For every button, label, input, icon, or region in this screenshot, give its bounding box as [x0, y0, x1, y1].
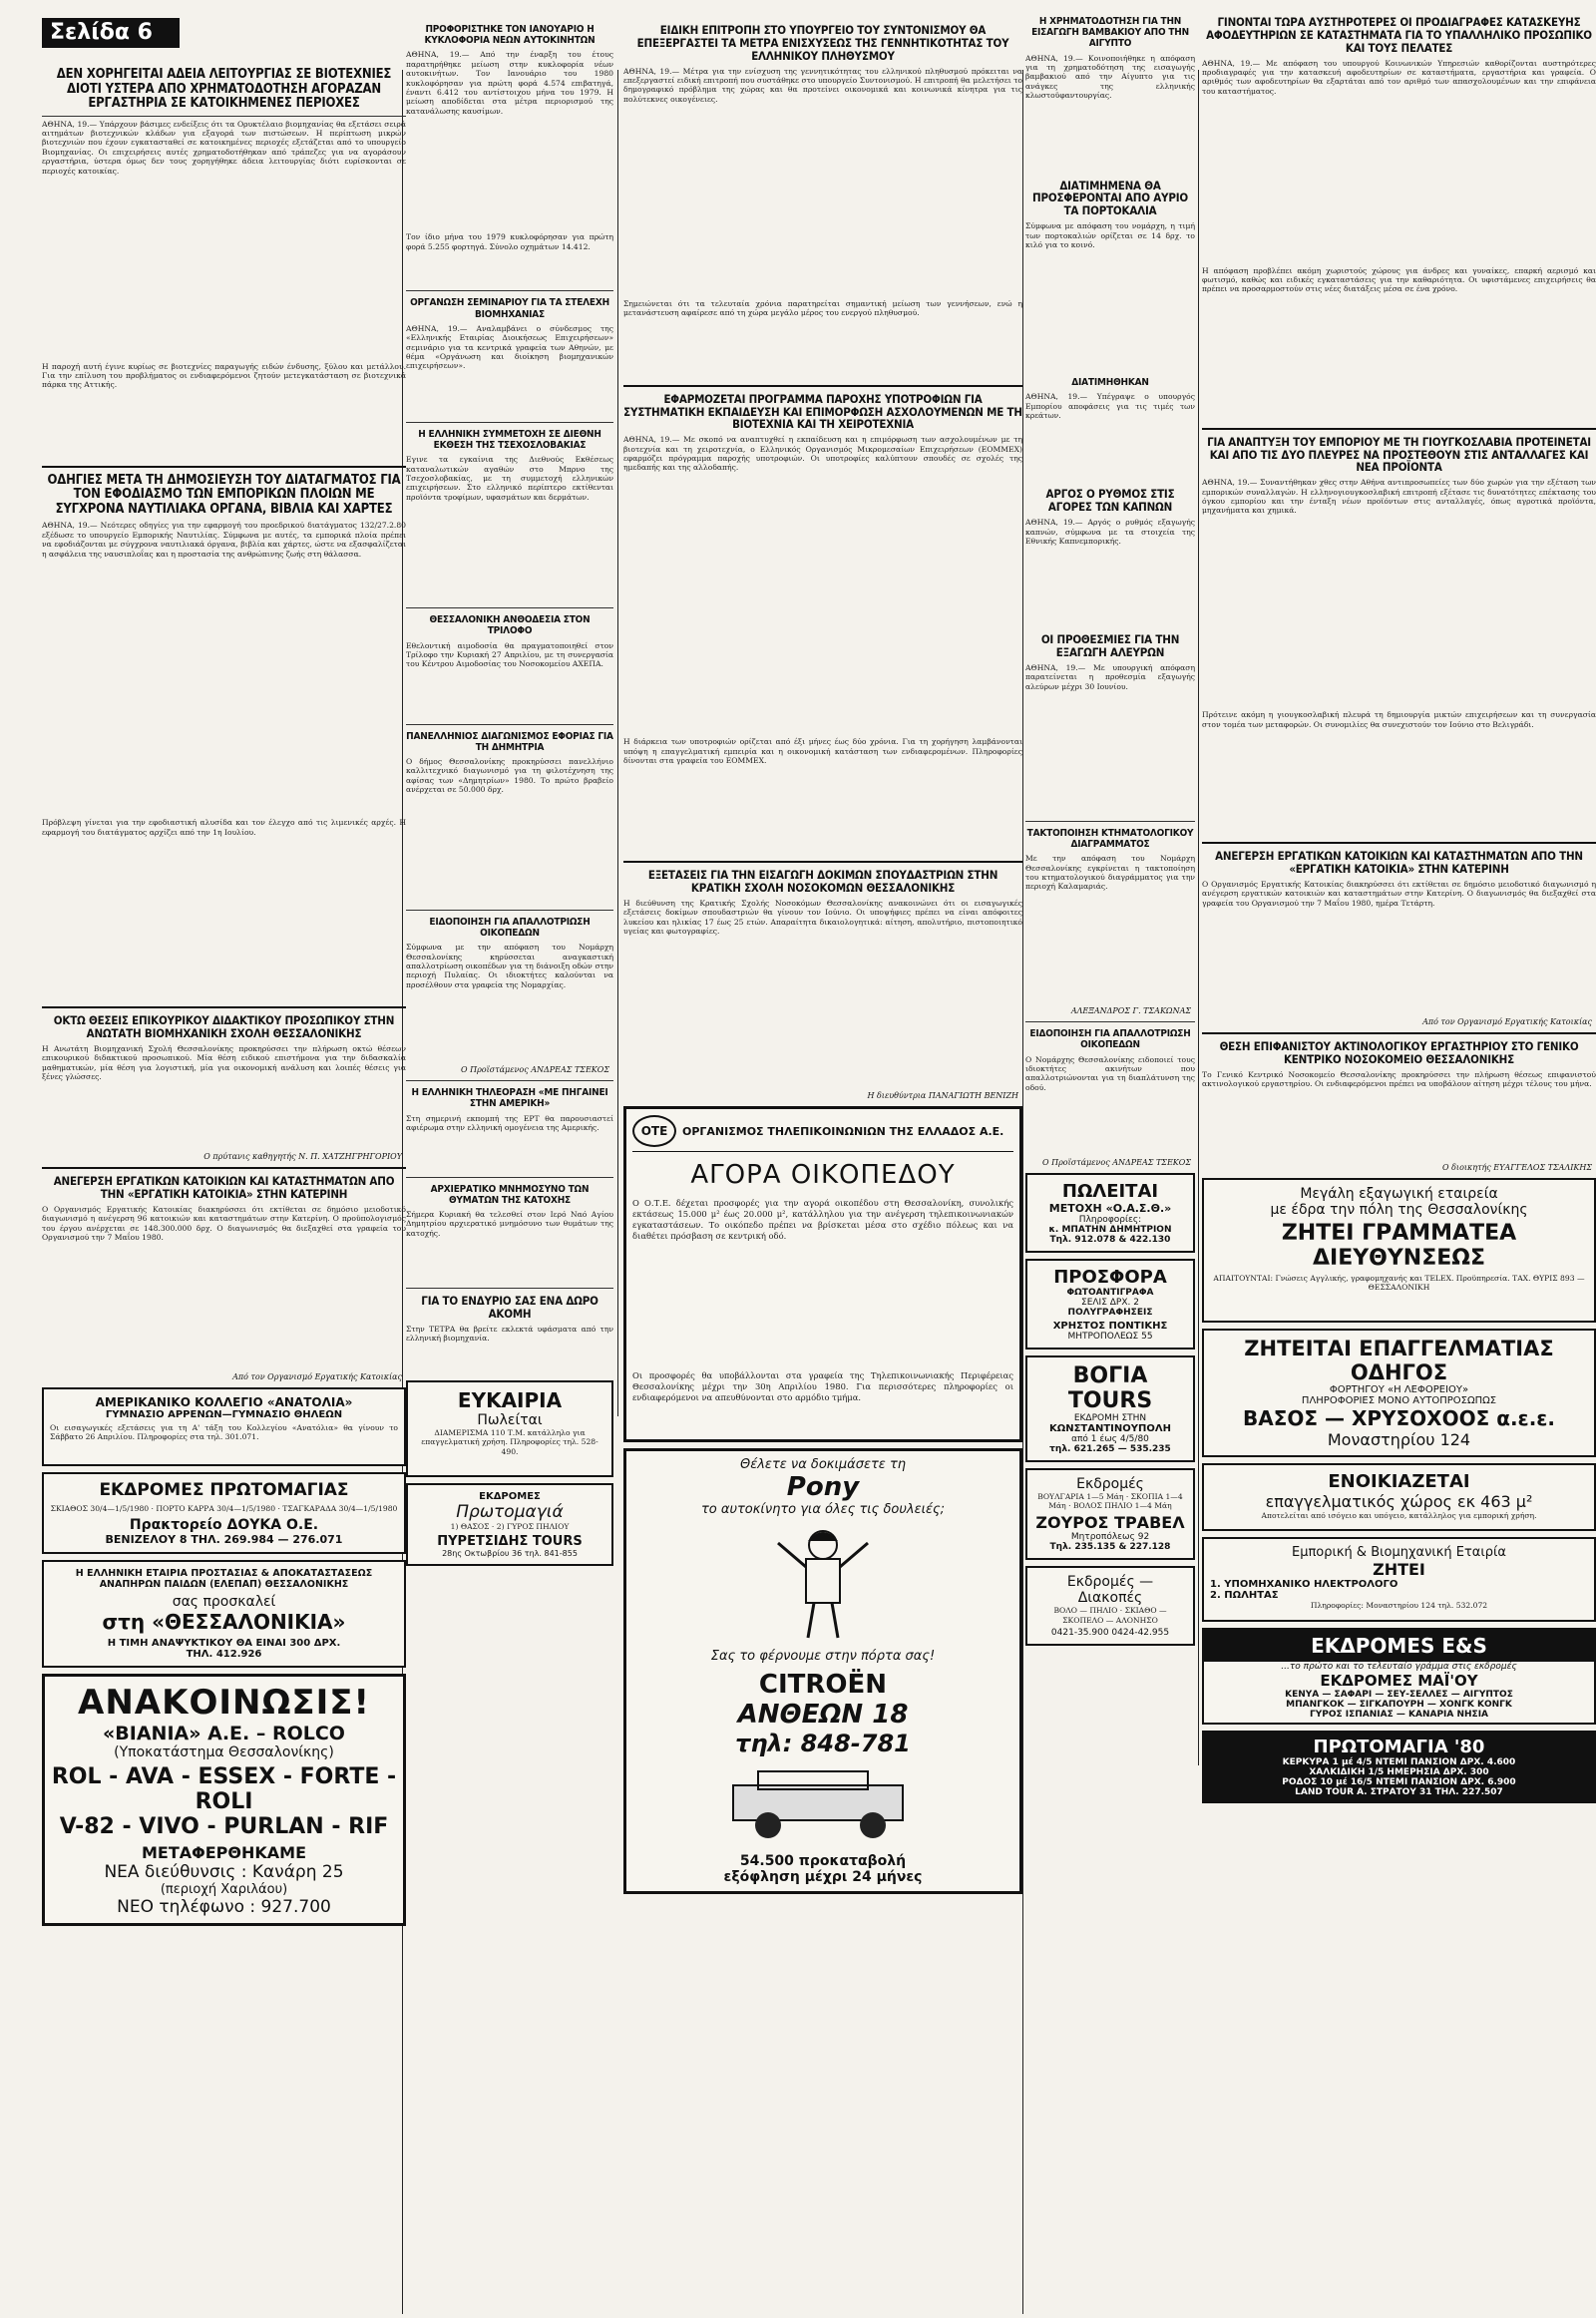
ad-title: ΑΜΕΡΙΚΑΝΙΚΟ ΚΟΛΛΕΓΙΟ «ΑΝΑΤΟΛΙΑ» — [95, 1394, 353, 1409]
ad-elepap — [42, 1560, 406, 1668]
ad-subtitle: (Υποκατάστημα Θεσσαλονίκης) — [114, 1744, 334, 1761]
page-number-label: Σελίδα 6 — [42, 18, 180, 48]
ad-address: ΒΕΝΙΖΕΛΟΥ 8 ΤΗΛ. 269.984 — 276.071 — [105, 1533, 343, 1547]
ad-holidays — [1025, 1566, 1195, 1646]
signature: Ο διοικητής ΕΥΑΓΓΕΛΟΣ ΤΣΑΛΙΚΗΣ — [1442, 1162, 1592, 1172]
signature: ΑΛΕΞΑΝΔΡΟΣ Γ. ΤΣΑΚΩΝΑΣ — [1070, 1006, 1191, 1016]
ad-land-tour — [1202, 1731, 1596, 1803]
article-text: ΑΘΗΝΑ, 19.— Υπάρχουν βάσιμες ενδείξεις ότι τα Ορυκτέλαιο βιομηχανίας θα εξετάσει σειρά αιτημάτων βιοτεχνικών κλάδων για εξαγορά των πιστώσεων. Η περίπτωση μικρών βιοτεχνιών που έχουν εγκατασταθεί σε κατοικημένες περιοχές εξετάζεται από το υπουργείο Βιομηχανίας. Οι επιχειρήσεις αυτές χρηματοδοτήθηκαν από τράπεζες για να αγοράσουν εργαστήρια, ύστερα όμως δεν τους χορηγήθηκε άδεια λειτουργίας διότι ευρίσκονται σε περιοχές κατοικίας. — [42, 119, 406, 176]
ad-position: 2. ΠΩΛΗΤΑΣ — [1210, 1590, 1279, 1602]
car-address: ΑΝΘΕΩΝ 18 — [737, 1700, 909, 1730]
article-text: ΑΘΗΝΑ, 19.— Νεότερες οδηγίες για την εφαρμογή του προεδρικού διατάγματος 132/27.2.80 εξέδωσε το υπουργείο Εμπορικής Ναυτιλίας. Σύμφωνα με αυτές, τα εμπορικά πλοία πρέπει να εφοδιάζονται με σύγχρονα ναυτιλιακά όργανα, βιβλία και χάρτες, ώστε να εξασφαλίζεται η ασφάλεια της ναυσιπλοΐας και η προστασία της ανθρώπινης ζωής στη θάλασσα. — [42, 521, 406, 559]
article-text: ΑΘΗΝΑ, 19.— Αργός ο ρυθμός εξαγωγής καπνών, σύμφωνα με τα στοιχεία της Εθνικής Καπνεμπορικής. — [1025, 518, 1195, 546]
headline: ΘΕΣΗ ΕΠΙΦΑΝΙΣΤΟΥ ΑΚΤΙΝΟΛΟΓΙΚΟΥ ΕΡΓΑΣΤΗΡΙΟΥ ΣΤΟ ΓΕΝΙΚΟ ΚΕΝΤΡΙΚΟ ΝΟΣΟΚΟΜΕΙΟ ΘΕΣΣΑΛΟΝΙΚΗΣ — [1219, 1039, 1579, 1066]
article-text: ΑΘΗΝΑ, 19.— Υπέγραψε ο υπουργός Εμπορίου αποφάσεις για τις τιμές των κρεάτων. — [1025, 392, 1195, 421]
signature: Από τον Οργανισμό Εργατικής Κατοικίας — [1422, 1017, 1592, 1026]
ad-title: ΕΥΚΑΙΡΙΑ — [457, 1387, 563, 1412]
ad-citroen — [623, 1448, 1022, 1894]
ad-engineer — [1202, 1537, 1596, 1621]
headline: ΕΞΕΤΑΣΕΙΣ ΓΙΑ ΤΗΝ ΕΙΣΑΓΩΓΗ ΔΟΚΙΜΩΝ ΣΠΟΥΔΑΣΤΡΙΩΝ ΣΤΗΝ ΚΡΑΤΙΚΗ ΣΧΟΛΗ ΝΟΣΟΚΟΜΩΝ ΘΕΣΣΑΛΟΝΙΚΗΣ — [647, 868, 998, 896]
ad-address: ΝΕΑ διεύθυνσις : Κανάρη 25 — [104, 1862, 344, 1883]
ad-phone: Τηλ. 912.078 & 422.130 — [1049, 1234, 1171, 1245]
ad-headline: ΖΗΤΕΙΤΑΙ ΕΠΑΓΓΕΛΜΑΤΙΑΣ ΟΔΗΓΟΣ — [1244, 1336, 1554, 1384]
headline: ΟΔΗΓΙΕΣ ΜΕΤΑ ΤΗ ΔΗΜΟΣΙΕΥΣΗ ΤΟΥ ΔΙΑΤΑΓΜΑΤΟΣ ΓΙΑ ΤΟΝ ΕΦΟΔΙΑΣΜΟ ΤΩΝ ΕΜΠΟΡΙΚΩΝ ΠΛΟΙΩΝ ΜΕ ΣΥΓΧΡΟΝΑ ΝΑΥΤΙΛΙΑΚΑ ΟΡΓΑΝΑ, ΒΙΒΛΙΑ ΚΑΙ ΧΑΡΤΕΣ — [47, 472, 401, 517]
article-text: ΑΘΗΝΑ, 19.— Με υπουργική απόφαση παρατείνεται η προθεσμία εξαγωγής αλεύρων μέχρι 30 Ιουνίου. — [1025, 662, 1195, 691]
article-text: ΑΘΗΝΑ, 19.— Κοινοποιήθηκε η απόφαση για τη χρηματοδότηση της εισαγωγής βαμβακιού από την Αίγυπτο για τις ανάγκες της ελληνικής κλωστοϋφαντουργίας. — [1025, 53, 1195, 101]
headline: ΕΙΔΟΠΟΙΗΣΗ ΓΙΑ ΑΠΑΛΛΟΤΡΙΩΣΗ ΟΙΚΟΠΕΔΩΝ — [429, 916, 591, 940]
ad-photocopies — [1025, 1259, 1195, 1350]
ad-douka-trips — [42, 1472, 406, 1554]
ad-name: κ. ΜΠΑΤΗΝ ΔΗΜΗΤΡΙΟΝ — [1048, 1224, 1172, 1235]
ad-share-sale — [1025, 1173, 1195, 1253]
column-rule — [1198, 70, 1199, 1765]
ad-title: Εκδρομές — [1076, 1475, 1144, 1492]
ad-info: Πληροφορίες: — [1078, 1214, 1142, 1225]
signature: Ο πρύτανις καθηγητής Ν. Π. ΧΑΤΖΗΓΡΗΓΟΡΙΟΥ — [203, 1152, 402, 1162]
ad-phone: ΤΗΛ. 412.926 — [186, 1649, 262, 1661]
ad-logo: ΕΚΔΡΟΜΕS E&S — [1204, 1630, 1594, 1662]
ad-line: ΚΕΡΚΥΡΑ 1 μέ 4/5 ΝΤΕΜΙ ΠΑΝΣΙΟΝ ΔΡΧ. 4.600 — [1282, 1756, 1516, 1767]
signature: Ο Προϊστάμενος ΑΝΔΡΕΑΣ ΤΣΕΚΟΣ — [461, 1065, 609, 1075]
headline: Η ΧΡΗΜΑΤΟΔΟΤΗΣΗ ΓΙΑ ΤΗΝ ΕΙΣΑΓΩΓΗ ΒΑΜΒΑΚΙΟΥ ΑΠΟ ΤΗΝ ΑΙΓΥΠΤΟ — [1031, 16, 1189, 50]
article-text: Το Γενικό Κεντρικό Νοσοκομείο Θεσσαλονίκης προκηρύσσει την πλήρωση θέσεως επιφανιστού ακτινολογικού εργαστηρίου. Οι ενδιαφερόμενοι πρέπει να υποβάλουν αίτηση μέχρι τέλους του μήνα. — [1202, 1069, 1596, 1089]
ad-phone: τηλ. 621.265 — 535.235 — [1049, 1443, 1171, 1454]
article-text: Πρότεινε ακόμη η γιουγκοσλαβική πλευρά τη δημιουργία μικτών επιχειρήσεων και τη συνεργασία στον τομέα των μεταφορών. Οι συνομιλίες θα συνεχιστούν τον Ιούνιο στο Βελιγράδι. — [1202, 710, 1596, 729]
car-brand: CITROËN — [758, 1670, 888, 1700]
ote-logo: ΟΤΕ — [632, 1115, 676, 1147]
ad-text: Οι εισαγωγικές εξετάσεις για τη Α' τάξη του Κολλεγίου «Ανατόλια» θα γίνουν το Σάββατο 26 Απριλίου. Πληροφορίες στα τηλ. 301.071. — [50, 1422, 398, 1442]
ad-line: ΓΥΡΟΣ ΙΣΠΑΝΙΑΣ — ΚΑΝΑΡΙΑ ΝΗΣΙΑ — [1309, 1709, 1489, 1720]
signature: Ο Προϊστάμενος ΑΝΔΡΕΑΣ ΤΣΕΚΟΣ — [1042, 1157, 1191, 1167]
ad-text: ΑΠΑΙΤΟΥΝΤΑΙ: Γνώσεις Αγγλικής, γραφομηχανής και TELEX. Προϋπηρεσία. ΤΑΧ. ΘΥΡΙΣ 893 — ΘΕΣΣΑΛΟΝΙΚΗ — [1213, 1273, 1587, 1293]
ad-headline: ΠΡΩΤΟΜΑΓΙΑ '80 — [1313, 1736, 1485, 1757]
ad-brands: V-82 - VIVO - PURLAN - RIF — [59, 1814, 389, 1840]
ad-lines: ΒΟΥΛΓΑΡΙΑ 1—5 Μάη · ΣΚΟΠΙΑ 1—4 Μάη · ΒΟΛΟΣ ΠΗΛΙΟ 1—4 Μάη — [1037, 1491, 1186, 1511]
ad-vianiarolco — [42, 1674, 406, 1926]
ad-company: «ΒΙΑΝΙΑ» Α.Ε. – ROLCO — [103, 1723, 345, 1745]
ad-title: ΕΚΔΡΟΜΕΣ — [479, 1490, 541, 1502]
headline: ΓΙΑ ΑΝΑΠΤΥΞΗ ΤΟΥ ΕΜΠΟΡΙΟΥ ΜΕ ΤΗ ΓΙΟΥΓΚΟΣΛΑΒΙΑ ΠΡΟΤΕΙΝΕΤΑΙ ΚΑΙ ΑΠΟ ΤΙΣ ΔΥΟ ΠΛΕΥΡΕΣ ΝΑ ΠΡΟΣΤΕΘΟΥΝ ΣΤΙΣ ΑΝΤΑΛΛΑΓΕΣ ΚΑΙ ΝΕΑ ΠΡΟΪΟΝΤΑ — [1207, 434, 1591, 475]
ad-headline: ΕΚΔΡΟΜΕΣ ΜΑΪ'ΟΥ — [1320, 1671, 1478, 1690]
ad-vogia-tours — [1025, 1355, 1195, 1462]
ad-dates: από 1 έως 4/5/80 — [1071, 1433, 1149, 1444]
ad-text: ΔΙΑΜΕΡΙΣΜΑ 110 Τ.Μ. κατάλληλο για επαγγελματική χρήση. Πληροφορίες τηλ. 528-490. — [421, 1427, 598, 1456]
ad-subtitle: ΜΕΤΟΧΗ «Ο.Α.Σ.Θ.» — [1048, 1201, 1172, 1215]
headline: ΔΙΑΤΙΜΗΘΗΚΑΝ — [1071, 377, 1149, 389]
article-text: Ο Νομάρχης Θεσσαλονίκης ειδοποιεί τους ιδιοκτήτες ακινήτων που απαλλοτριώνονται για τη διαπλάτυνση της οδού. — [1025, 1054, 1195, 1092]
ad-lines: 1) ΘΑΣΟΣ · 2) ΓΥΡΟΣ ΠΗΛΙΟΥ — [450, 1521, 570, 1531]
headline: Η ΕΛΛΗΝΙΚΗ ΣΥΜΜΕΤΟΧΗ ΣΕ ΔΙΕΘΝΗ ΕΚΘΕΣΗ ΤΗΣ ΤΣΕΧΟΣΛΟΒΑΚΙΑΣ — [418, 428, 601, 451]
article-text: Τον ίδιο μήνα του 1979 κυκλοφόρησαν για πρώτη φορά 5.255 φορτηγά. Σύνολο οχημάτων 14.412. — [406, 232, 613, 251]
headline: ΑΡΧΙΕΡΑΤΙΚΟ ΜΝΗΜΟΣΥΝΟ ΤΩΝ ΘΥΜΑΤΩΝ ΤΗΣ ΚΑΤΟΧΗΣ — [430, 1183, 590, 1206]
signature: Από τον Οργανισμό Εργατικής Κατοικίας — [232, 1371, 402, 1381]
ad-title: ΕΝΟΙΚΙΑΖΕΤΑΙ — [1328, 1470, 1470, 1492]
headline: ΑΝΕΓΕΡΣΗ ΕΡΓΑΤΙΚΩΝ ΚΑΤΟΙΚΙΩΝ ΚΑΙ ΚΑΤΑΣΤΗΜΑΤΩΝ ΑΠΟ ΤΗΝ «ΕΡΓΑΤΙΚΗ ΚΑΤΟΙΚΙΑ» ΣΤΗΝ ΚΑΤΕΡΙΝΗ — [1215, 849, 1583, 877]
ad-line: Μεγάλη εξαγωγική εταιρεία — [1300, 1185, 1498, 1202]
column-3 — [623, 18, 1022, 1900]
ad-headline: ΖΗΤΕΙ — [1373, 1560, 1425, 1580]
headline: ΔΕΝ ΧΟΡΗΓΕΙΤΑΙ ΑΔΕΙΑ ΛΕΙΤΟΥΡΓΙΑΣ ΣΕ ΒΙΟΤΕΧΝΙΕΣ ΔΙΟΤΙ ΥΣΤΕΡΑ ΑΠΟ ΧΡΗΜΑΤΟΔΟΤΗΣΗ ΑΓΟΡΑΖΑΝ ΕΡΓΑΣΤΗΡΙΑ ΣΕ ΚΑΤΟΙΚΗΜΕΝΕΣ ΠΕΡΙΟΧΕΣ — [56, 67, 392, 112]
ad-line: LAND TOUR Α. ΣΤΡΑΤΟΥ 31 ΤΗΛ. 227.507 — [1295, 1786, 1503, 1797]
ad-subtitle: ΓΥΜΝΑΣΙΟ ΑΡΡΕΝΩΝ—ΓΥΜΝΑΣΙΟ ΘΗΛΕΩΝ — [105, 1408, 343, 1420]
ad-lines: ΣΚΙΑΘΟΣ 30/4—1/5/1980 · ΠΟΡΤΟ ΚΑΡΡΑ 30/4—1/5/1980 · ΤΣΑΓΚΑΡΑΔΑ 30/4—1/5/1980 — [50, 1503, 398, 1513]
ad-es-trips — [1202, 1628, 1596, 1725]
article-text: Σύμφωνα με την απόφαση του Νομάρχη Θεσσαλονίκης κηρύσσεται αναγκαστική απαλλοτρίωση οικοπέδων για τη διάνοιξη οδών στην περιοχή Πυλαίας. Οι ιδιοκτήτες καλούνται να προσέλθουν στα γραφεία της Νομαρχίας. — [406, 943, 613, 989]
ad-title: ΑΝΑΚΟΙΝΩΣΙΣ! — [78, 1683, 370, 1724]
ad-headline: Πρωτομαγιά — [456, 1501, 564, 1522]
ad-phone: 0421-35.900 0424-42.955 — [1050, 1628, 1170, 1639]
ad-position: 1. ΥΠΟΜΗΧΑΝΙΚΟ ΗΛΕΚΤΡΟΛΟΓΟ — [1210, 1579, 1398, 1591]
column-rule — [1022, 70, 1023, 2314]
car-price: 54.500 προκαταβολή — [739, 1853, 907, 1869]
article-text: Εθελοντική αιμοδοσία θα πραγματοποιηθεί στον Τρίλοφο την Κυριακή 27 Απριλίου, με τη συνεργασία του Κέντρου Αιμοδοσίας του Νοσοκομείου ΑΧΕΠΑ. — [406, 640, 613, 669]
car-model: Pony — [786, 1472, 860, 1502]
ad-moved: ΜΕΤΑΦΕΡΘΗΚΑΜΕ — [141, 1843, 307, 1863]
article-text: ΑΘΗΝΑ, 19.— Από την έναρξη του έτους παρατηρήθηκε μείωση στην κυκλοφορία νέων αυτοκινήτων. Τον Ιανουάριο του 1980 κυκλοφόρησαν για πρώτη φορά 4.574 επιβατηγά, έναντι 6.412 του αντίστοιχου μήνα του 1979. Η μείωση αποδίδεται στα μέτρα περιορισμού της κατανάλωσης καυσίμων. — [406, 50, 613, 116]
article-text: Ο δήμος Θεσσαλονίκης προκηρύσσει πανελλήνιο καλλιτεχνικό διαγωνισμό για τη φιλοτέχνηση της αφίσας των «Δημητρίων» 1980. Το πρώτο βραβείο ανέρχεται σε 50.000 δρχ. — [406, 756, 613, 795]
article-text: Σύμφωνα με απόφαση του νομάρχη, η τιμή των πορτοκαλιών ορίζεται σε 14 δρχ. το κιλό για το κοινό. — [1025, 221, 1195, 249]
car-image — [632, 1765, 1013, 1845]
ad-headline: ΖΗΤΕΙ ΓΡΑΜΜΑΤΕΑ ΔΙΕΥΘΥΝΣΕΩΣ — [1281, 1220, 1517, 1271]
ad-tagline: ...το πρώτο και το τελευταίο γράμμα στις εκδρομές — [1281, 1661, 1517, 1672]
ad-address: Μοναστηρίου 124 — [1327, 1429, 1471, 1449]
article-text: Η παροχή αυτή έγινε κυρίως σε βιοτεχνίες παραγωγής ειδών ένδυσης, ξύλου και μετάλλου. Για την επίλυση του προβλήματος οι ενδιαφερόμενοι ζητούν μετεγκατάσταση σε βιοτεχνικά πάρκα της Αττικής. — [42, 361, 406, 390]
headline: ΕΙΔΙΚΗ ΕΠΙΤΡΟΠΗ ΣΤΟ ΥΠΟΥΡΓΕΙΟ ΤΟΥ ΣΥΝΤΟΝΙΣΜΟΥ ΘΑ ΕΠΕΞΕΡΓΑΣΤΕΙ ΤΑ ΜΕΤΡΑ ΕΝΙΣΧΥΣΕΩΣ ΤΗΣ ΓΕΝΝΗΤΙΚΟΤΗΤΑΣ ΤΟΥ ΕΛΛΗΝΙΚΟΥ ΠΛΗΘΥΣΜΟΥ — [636, 23, 1009, 63]
article-text: ΑΘΗΝΑ, 19.— Συναντήθηκαν χθες στην Αθήνα αντιπροσωπείες των δύο χωρών για την εξέταση των εμπορικών συναλλαγών. Η ελληνογιουγκοσλαβική επιτροπή εξέτασε τις δυνατότητες επέκτασης του όγκου εμπορίου και την ένταξη νέων προϊόντων στις ανταλλαγές, όπως αγροτικά προϊόντα, μηχανήματα και χημικά. — [1202, 478, 1596, 516]
headline: ΓΙΝΟΝΤΑΙ ΤΩΡΑ ΑΥΣΤΗΡΟΤΕΡΕΣ ΟΙ ΠΡΟΔΙΑΓΡΑΦΕΣ ΚΑΤΑΣΚΕΥΗΣ ΑΦΟΔΕΥΤΗΡΙΩΝ ΣΕ ΚΑΤΑΣΤΗΜΑΤΑ ΓΙΑ ΤΟ ΥΠΑΛΛΗΛΙΚΟ ΠΡΟΣΩΠΙΚΟ ΚΑΙ ΤΟΥΣ ΠΕΛΑΤΕΣ — [1206, 15, 1592, 55]
ad-apartment — [406, 1380, 613, 1477]
article-text: Στην ΤΕΤΡΑ θα βρείτε εκλεκτά υφάσματα από την ελληνική βιομηχανία. — [406, 1324, 613, 1344]
car-figure — [632, 1523, 1013, 1643]
ad-subtitle: σας προσκαλεί — [172, 1594, 276, 1611]
article-text: Ο Οργανισμός Εργατικής Κατοικίας διακηρύσσει ότι εκτίθεται σε δημόσιο μειοδοτικό διαγωνισμό η ανέγερση 96 κατοικιών και καταστημάτων στην Κατερίνη. Ο προϋπολογισμός του έργου ανέρχεται σε 148.300.000 δρχ. Ο διαγωνισμός θα διεξαχθεί στα γραφεία του Οργανισμού την 7 Μαΐου 1980. — [42, 1204, 406, 1242]
ad-title: ΠΩΛΕΙΤΑΙ — [1061, 1180, 1159, 1202]
car-icon — [713, 1765, 933, 1845]
ad-phone: ΝΕΟ τηλέφωνο : 927.700 — [117, 1897, 331, 1918]
ad-phone: Τηλ. 235.135 & 227.128 — [1049, 1542, 1171, 1553]
ad-title: ΒΟΓΙΑ TOURS — [1067, 1362, 1153, 1413]
ad-text: Αποτελείται από ισόγειο και υπόγειο, κατάλληλος για εμπορική χρήση. — [1261, 1510, 1537, 1520]
ad-anatolia — [42, 1387, 406, 1466]
ad-line: ΧΑΛΚΙΔΙΚΗ 1/5 ΗΜΕΡΗΣΙΑ ΔΡΧ. 300 — [1309, 1766, 1489, 1777]
ad-line: ΣΕΛΙΣ ΔΡΧ. 2 — [1081, 1297, 1139, 1308]
column-5 — [1202, 10, 1596, 1809]
ote-text: Ο Ο.Τ.Ε. δέχεται προσφορές για την αγορά οικοπέδου στη Θεσσαλονίκη, συνολικής εκτάσεως 15.000 μ² έως 20.000 μ², κατάλληλου για την ανέγερση τηλεπικοινωνιακών εγκαταστάσεων. Το οικόπεδο πρέπει να βρίσκεται μέσα στο σχέδιο πόλεως και να διαθέτει πρόσβαση σε κεντρική οδό. — [632, 1198, 1013, 1241]
article-text: ΑΘΗΝΑ, 19.— Με απόφαση του υπουργού Κοινωνικών Υπηρεσιών καθορίζονται αυστηρότερες προδιαγραφές για την κατασκευή αφοδευτηρίων σε καταστήματα, εργαστήρια και γραφεία. Ο αριθμός των αφοδευτηρίων θα εξαρτάται από τον αριθμό των απασχολουμένων και την επιφάνεια του καταστήματος. — [1202, 58, 1596, 96]
ad-ote — [623, 1106, 1022, 1442]
headline: ΑΝΕΓΕΡΣΗ ΕΡΓΑΤΙΚΩΝ ΚΑΤΟΙΚΙΩΝ ΚΑΙ ΚΑΤΑΣΤΗΜΑΤΩΝ ΑΠΟ ΤΗΝ «ΕΡΓΑΤΙΚΗ ΚΑΤΟΙΚΙΑ» ΣΤΗΝ ΚΑΤΕΡΙΝΗ — [53, 1174, 395, 1201]
headline: ΘΕΣΣΑΛΟΝΙΚΗ ΑΝΘΟΔΕΣΙΑ ΣΤΟΝ ΤΡΙΛΟΦΟ — [429, 614, 591, 637]
figure-illustration — [748, 1523, 898, 1643]
article-text: Η απόφαση προβλέπει ακόμη χωριστούς χώρους για άνδρες και γυναίκες, επαρκή αερισμό και φωτισμό, καθώς και ειδικές εγκαταστάσεις για την καθαριότητα. Οι υφιστάμενες επιχειρήσεις θα πρέπει να προσαρμοστούν στις νέες διατάξεις μέσα σε ένα χρόνο. — [1202, 265, 1596, 294]
car-tagline: το αυτοκίνητο για όλες τις δουλειές; — [700, 1502, 946, 1517]
ad-line: ΦΟΡΤΗΓΟΥ «Η ΛΕΦΟΡΕΙΟΥ» — [1329, 1383, 1469, 1395]
ad-line: Εμπορική & Βιομηχανική Εταιρία — [1291, 1545, 1506, 1561]
ad-title: Η ΕΛΛΗΝΙΚΗ ΕΤΑΙΡΙΑ ΠΡΟΣΤΑΣΙΑΣ & ΑΠΟΚΑΤΑΣΤΑΣΕΩΣ ΑΝΑΠΗΡΩΝ ΠΑΙΔΩΝ (ΕΛΕΠΑΠ) ΘΕΣΣΑΛΟΝΙΚΗΣ — [75, 1568, 373, 1591]
column-4 — [1025, 10, 1195, 1652]
car-terms: εξόφληση μέχρι 24 μήνες — [723, 1869, 923, 1885]
article-text: Πρόβλεψη γίνεται για την εφοδιαστική αλυσίδα και τον έλεγχο από τις λιμενικές αρχές. Η εφαρμογή του διατάγματος αρχίζει από την 1η Ιουλίου. — [42, 818, 406, 837]
car-tagline: Σας το φέρνουμε στην πόρτα σας! — [710, 1649, 936, 1664]
car-tagline: Θέλετε να δοκιμάσετε τη — [739, 1457, 907, 1472]
ote-name: ΟΡΓΑΝΙΣΜΟΣ ΤΗΛΕΠΙΚΟΙΝΩΝΙΩΝ ΤΗΣ ΕΛΛΑΔΟΣ Α.Ε. — [682, 1124, 1004, 1138]
ad-destination: ΚΩΝΣΤΑΝΤΙΝΟΥΠΟΛΗ — [1048, 1422, 1171, 1434]
ad-line: ΚΕΝΥΑ — ΣΑΦΑΡΙ — ΣΕΥ-ΣΕΛΛΕΣ — ΑΙΓΥΠΤΟΣ — [1285, 1689, 1513, 1700]
ad-agency: Πρακτορείο ΔΟΥΚΑ Ο.Ε. — [129, 1517, 319, 1534]
ad-address: ΜΗΤΡΟΠΟΛΕΩΣ 55 — [1067, 1331, 1153, 1342]
headline: ΕΙΔΟΠΟΙΗΣΗ ΓΙΑ ΑΠΑΛΛΟΤΡΙΩΣΗ ΟΙΚΟΠΕΔΩΝ — [1029, 1028, 1191, 1051]
column-rule — [617, 70, 618, 1416]
article-text: ΑΘΗΝΑ, 19.— Με σκοπό να αναπτυχθεί η εκπαίδευση και η επιμόρφωση των ασχολουμένων με τη βιοτεχνία και τη χειροτεχνία, ο Ελληνικός Οργανισμός Μικρομεσαίων Επιχειρήσεων (ΕΟΜΜΕΧ) εφαρμόζει πρόγραμμα παροχής υποτροφιών. Οι υποτροφίες καλύπτουν σπουδές σε σχολές της ημεδαπής και της αλλοδαπής. — [623, 435, 1022, 473]
headline: ΑΡΓΟΣ Ο ΡΥΘΜΟΣ ΣΤΙΣ ΑΓΟΡΕΣ ΤΩΝ ΚΑΠΝΩΝ — [1045, 487, 1175, 515]
headline: ΟΙ ΠΡΟΘΕΣΜΙΕΣ ΓΙΑ ΤΗΝ ΕΞΑΓΩΓΗ ΑΛΕΥΡΩΝ — [1040, 632, 1180, 659]
ad-secretary — [1202, 1178, 1596, 1323]
ad-price: Η ΤΙΜΗ ΑΝΑΨΥΚΤΙΚΟΥ ΘΑ ΕΙΝΑΙ 300 ΔΡΧ. — [107, 1638, 341, 1650]
headline: ΓΙΑ ΤΟ ΕΝΔΥΡΙΟ ΣΑΣ ΕΝΑ ΔΩΡΟ ΑΚΟΜΗ — [421, 1294, 598, 1321]
article-text: Σήμερα Κυριακή θα τελεσθεί στον Ιερό Ναό Αγίου Δημητρίου αρχιερατικό μνημόσυνο των θυμάτων της κατοχής. — [406, 1210, 613, 1238]
signature: Η διευθύντρια ΠΑΝΑΓΙΩΤΗ ΒΕΝΙΖΗ — [867, 1091, 1018, 1100]
article-text: Εγινε τα εγκαίνια της Διεθνούς Εκθέσεως καταναλωτικών αγαθών στο Μπρνο της Τσεχοσλοβακίας, με τη συμμετοχή ελληνικών επιχειρήσεων. Στο ελληνικό περίπτερο εκτίθενται προϊόντα τροφίμων, υφασμάτων και δερμάτων. — [406, 455, 613, 502]
headline: ΔΙΑΤΙΜΗΜΕΝΑ ΘΑ ΠΡΟΣΦΕΡΟΝΤΑΙ ΑΠΟ ΑΥΡΙΟ ΤΑ ΠΟΡΤΟΚΑΛΙΑ — [1032, 178, 1188, 218]
headline: Η ΕΛΛΗΝΙΚΗ ΤΗΛΕΟΡΑΣΗ «ΜΕ ΠΗΓΑΙΝΕΙ ΣΤΗΝ ΑΜΕΡΙΚΗ» — [411, 1087, 608, 1110]
article-text: ΑΘΗΝΑ, 19.— Αναλαμβάνει ο σύνδεσμος της «Ελληνικής Εταιρίας Διοικήσεως Επιχειρήσεων» σεμινάριο για τα κεντρικά γραφεία των Αθηνών, με θέμα «Οργάνωση και διοίκηση βιομηχανικών επιχειρήσεων». — [406, 323, 613, 371]
ad-address: Μητροπόλεως 92 — [1070, 1532, 1150, 1543]
ad-agency: ΖΟΥΡΟΣ ΤΡΑΒΕΛ — [1035, 1513, 1185, 1533]
ad-address: 28ης Οκτωβρίου 36 τηλ. 841-855 — [442, 1549, 578, 1559]
article-text: Με την απόφαση του Νομάρχη Θεσσαλονίκης εγκρίνεται η τακτοποίηση του κτηματολογικού διαγράμματος για την περιοχή Καλαμαριάς. — [1025, 854, 1195, 892]
ote-title: ΑΓΟΡΑ ΟΙΚΟΠΕΔΟΥ — [690, 1160, 956, 1190]
headline: ΟΡΓΑΝΩΣΗ ΣΕΜΙΝΑΡΙΟΥ ΓΙΑ ΤΑ ΣΤΕΛΕΧΗ ΒΙΟΜΗΧΑΝΙΑΣ — [410, 297, 609, 320]
ad-name: ΧΡΗΣΤΟΣ ΠΟΝΤΙΚΗΣ — [1052, 1320, 1168, 1332]
headline: ΠΡΟΦΟΡΙΣΤΗΚΕ ΤΟΝ ΙΑΝΟΥΑΡΙΟ Η ΚΥΚΛΟΦΟΡΙΑ ΝΕΩΝ ΑΥΤΟΚΙΝΗΤΩΝ — [424, 24, 596, 47]
ad-area: (περιοχή Χαριλάου) — [160, 1882, 288, 1898]
car-phone: τηλ: 848-781 — [735, 1730, 911, 1757]
column-1 — [42, 62, 406, 1932]
ad-subtitle: ΕΚΔΡΟΜΗ ΣΤΗΝ — [1073, 1412, 1147, 1423]
article-text: Ο Οργανισμός Εργατικής Κατοικίας διακηρύσσει ότι εκτίθεται σε δημόσιο μειοδοτικό διαγωνισμό η ανέγερση εργατικών κατοικιών και καταστημάτων στην Κατερίνη. Ο διαγωνισμός θα διεξαχθεί στα γραφεία του Οργανισμού την 7 Μαΐου 1980, ημέρα Τετάρτη. — [1202, 880, 1596, 908]
article-text: Η διάρκεια των υποτροφιών ορίζεται από έξι μήνες έως δύο χρόνια. Για τη χορήγηση λαμβάνονται υπόψη η επαγγελματική εμπειρία και η οικονομική κατάσταση των ενδιαφερομένων. Πληροφορίες δίνονται στα γραφεία του ΕΟΜΜΕΧ. — [623, 737, 1022, 766]
article-text: Η Ανωτάτη Βιομηχανική Σχολή Θεσσαλονίκης προκηρύσσει την πλήρωση οκτώ θέσεων επικουρικού διδακτικού προσωπικού. Μία θέση ειδικού επιστήμονα για την διδασκαλία μαθηματικών, μία θέση για λογιστική, μία για οικονομική ανάλυση και λοιπές θέσεις για ξένες γλώσσες. — [42, 1044, 406, 1082]
headline: ΕΦΑΡΜΟΖΕΤΑΙ ΠΡΟΓΡΑΜΜΑ ΠΑΡΟΧΗΣ ΥΠΟΤΡΟΦΙΩΝ ΓΙΑ ΣΥΣΤΗΜΑΤΙΚΗ ΕΚΠΑΙΔΕΥΣΗ ΚΑΙ ΕΠΙΜΟΡΦΩΣΗ ΑΣΧΟΛΟΥΜΕΝΩΝ ΜΕ ΤΗ ΒΙΟΤΕΧΝΙΑ ΚΑΙ ΤΗ ΧΕΙΡΟΤΕΧΝΙΑ — [623, 391, 1022, 432]
ad-title: ΠΡΟΣΦΟΡΑ — [1053, 1266, 1167, 1288]
column-2 — [406, 18, 613, 1572]
ad-venue: στη «ΘΕΣΣΑΛΟΝΙΚΙΑ» — [102, 1610, 346, 1635]
headline: ΟΚΤΩ ΘΕΣΕΙΣ ΕΠΙΚΟΥΡΙΚΟΥ ΔΙΔΑΚΤΙΚΟΥ ΠΡΟΣΩΠΙΚΟΥ ΣΤΗΝ ΑΝΩΤΑΤΗ ΒΙΟΜΗΧΑΝΙΚΗ ΣΧΟΛΗ ΘΕΣΣΑΛΟΝΙΚΗΣ — [53, 1013, 395, 1041]
headline: ΤΑΚΤΟΠΟΙΗΣΗ ΚΤΗΜΑΤΟΛΟΓΙΚΟΥ ΔΙΑΓΡΑΜΜΑΤΟΣ — [1026, 827, 1194, 851]
ad-line: ΡΟΔΟΣ 10 μέ 16/5 ΝΤΕΜΙ ΠΑΝΣΙΟΝ ΔΡΧ. 6.900 — [1282, 1776, 1516, 1787]
ad-title: ΕΚΔΡΟΜΕΣ ΠΡΩΤΟΜΑΓΙΑΣ — [99, 1479, 349, 1500]
ad-line: ΜΠΑΝΓΚΟΚ — ΣΙΓΚΑΠΟΥΡΗ — ΧΟΝΓΚ ΚΟΝΓΚ — [1286, 1699, 1512, 1710]
ad-pyretsidis — [406, 1483, 613, 1566]
ad-title: Εκδρομές — Διακοπές — [1066, 1574, 1154, 1607]
ote-text: Οι προσφορές θα υποβάλλονται στα γραφεία της Τηλεπικοινωνιακής Περιφέρειας Θεσσαλονίκης μέχρι την 30η Απριλίου 1980. Για περισσότερες πληροφορίες οι ενδιαφερόμενοι να απευθύνονται στο αρμόδιο τμήμα. — [632, 1370, 1013, 1402]
ad-line: ΦΩΤΟΑΝΤΙΓΡΑΦΑ — [1066, 1287, 1154, 1298]
ad-line: επαγγελματικός χώρος εκ 463 μ² — [1265, 1491, 1533, 1511]
ad-rent — [1202, 1463, 1596, 1531]
ad-text: Πληροφορίες: Μοναστηρίου 124 τηλ. 532.072 — [1310, 1601, 1488, 1611]
ad-line: ΠΟΛΥΓΡΑΦΗΣΕΙΣ — [1067, 1307, 1153, 1318]
ad-company: ΒΑΣΟΣ — ΧΡΥΣΟΧΟΟΣ α.ε.ε. — [1242, 1405, 1556, 1430]
headline: ΠΑΝΕΛΛΗΝΙΟΣ ΔΙΑΓΩΝΙΣΜΟΣ ΕΦΟΡΙΑΣ ΓΙΑ ΤΗ ΔΗΜΗΤΡΙΑ — [406, 730, 613, 753]
article-text: Σημειώνεται ότι τα τελευταία χρόνια παρατηρείται σημαντική μείωση των γεννήσεων, ενώ η μετανάστευση αφαίρεσε από τη χώρα μεγάλο μέρος του ενεργού πληθυσμού. — [623, 298, 1022, 318]
ad-line: με έδρα την πόλη της Θεσσαλονίκης — [1270, 1201, 1528, 1218]
article-text: Η διεύθυνση της Κρατικής Σχολής Νοσοκόμων Θεσσαλονίκης ανακοινώνει ότι οι εισαγωγικές εξετάσεις δοκίμων σπουδαστριών θα γίνουν τον Ιούνιο. Οι υποψήφιες πρέπει να είναι απόφοιτες λυκείου και ηλικίας 17 έως 25 ετών. Απαραίτητα δικαιολογητικά: αίτηση, απολυτήριο, πιστοποιητικό υγείας και φωτογραφίες. — [623, 899, 1022, 937]
ad-driver — [1202, 1329, 1596, 1457]
ad-zouros-travel — [1025, 1468, 1195, 1561]
ad-lines: ΒΟΛΟ — ΠΗΛΙΟ · ΣΚΙΑΘΟ — ΣΚΟΠΕΛΟ — ΑΛΟΝΗΣΟ — [1053, 1606, 1169, 1625]
ad-subtitle: Πωλείται — [477, 1411, 543, 1428]
ad-agency: ΠΥΡΕΤΣΙΔΗΣ TOURS — [437, 1534, 583, 1550]
ad-line: ΠΛΗΡΟΦΟΡΙΕΣ ΜΟΝΟ ΑΥΤΟΠΡΟΣΩΠΩΣ — [1301, 1394, 1497, 1406]
article-text: Στη σημερινή εκπομπή της ΕΡΤ θα παρουσιαστεί αφιέρωμα στην ελληνική ομογένεια της Αμερικής. — [406, 1113, 613, 1133]
ad-brands: ROL - AVA - ESSEX - FORTE - ROLI — [51, 1764, 397, 1815]
article-text: ΑΘΗΝΑ, 19.— Μέτρα για την ενίσχυση της γεννητικότητας του ελληνικού πληθυσμού πρόκειται να επεξεργαστεί ειδική επιτροπή που συστάθηκε στο υπουργείο Συντονισμού. Η επιτροπή θα μελετήσει το δημογραφικό πρόβλημα της χώρας και θα προτείνει οικονομικά και κοινωνικά κίνητρα για τις πολύτεκνες οικογένειες. — [623, 66, 1022, 104]
